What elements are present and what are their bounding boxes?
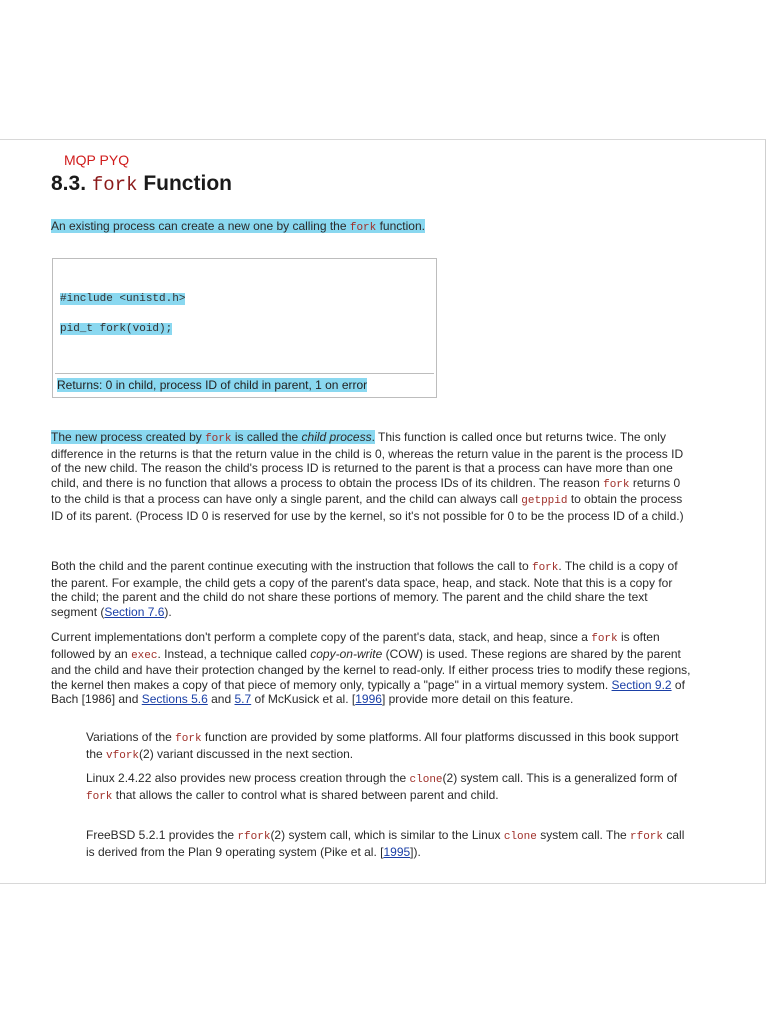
text: This function is called once but returns twice. The only difference in the returns is that the return value in the child is 0, whereas the return value in the parent is the process ID of the new child. The reason the child's process ID is returned to the parent is that a process can have more than one child, and there is no function that allows a process to obtain the process IDs of its children. The reason	[51, 430, 684, 490]
text: . Instead, a technique called	[157, 646, 311, 661]
text: Variations of the	[86, 730, 176, 744]
text: (2) system call, which is similar to the Linux	[270, 828, 504, 842]
code-fork: fork	[175, 733, 202, 745]
code-fork: fork	[86, 790, 113, 803]
prototype-code-area	[55, 261, 434, 374]
function-prototype-box	[52, 258, 437, 398]
text: call is derived from the Plan 9 operating system (Pike et al. [	[86, 828, 685, 859]
text: .	[371, 430, 375, 444]
paragraph-child-copy	[51, 559, 691, 619]
section-number: 8.3.	[51, 172, 87, 195]
intro-code: fork	[349, 222, 377, 234]
note-freebsd-rfork	[86, 828, 691, 859]
code-rfork: rfork	[237, 831, 271, 843]
paragraph-child-process	[51, 430, 691, 524]
text: FreeBSD 5.2.1 provides the	[86, 828, 238, 842]
text: of Bach [1986] and	[51, 677, 685, 707]
code-fork: fork	[603, 478, 630, 491]
heading-word: Function	[143, 172, 232, 195]
link-section-5-7[interactable]: 5.7	[234, 692, 252, 707]
link-section-7-6[interactable]: Section 7.6	[104, 604, 165, 619]
intro-pre: An existing process can create a new one by calling the	[51, 219, 350, 233]
code-fork: fork	[591, 633, 618, 645]
text: Both the child and the parent continue executing with the instruction that follows the call to	[51, 559, 532, 573]
paragraph-copy-on-write	[51, 630, 691, 707]
text: function are provided by some platforms. All four platforms discussed in this book support the	[86, 730, 679, 761]
intro-sentence	[51, 219, 425, 236]
text: is often followed by an	[51, 630, 660, 661]
intro-post: function.	[376, 219, 425, 233]
text: ] provide more detail on this feature.	[381, 692, 574, 707]
text: to obtain the process ID of its parent. (Process ID 0 is reserved for use by the kernel, so it's not possible for 0 to be the process ID of a child.)	[51, 492, 684, 523]
link-section-9-2[interactable]: Section 9.2	[611, 677, 672, 692]
code-clone: clone	[503, 831, 537, 843]
text: Current implementations don't perform a complete copy of the parent's data, stack, and heap, since a	[51, 630, 592, 644]
link-ref-1995[interactable]: 1995	[383, 844, 411, 859]
link-ref-1996[interactable]: 1996	[355, 692, 382, 707]
code-rfork: rfork	[630, 831, 664, 843]
header-tag: MQP PYQ	[64, 152, 130, 168]
text: ).	[164, 604, 172, 619]
link-sections-5-6[interactable]: Sections 5.6	[141, 692, 208, 707]
intro-highlight	[51, 219, 425, 233]
text: ]).	[410, 844, 421, 859]
code-fork: fork	[205, 433, 232, 445]
text: Linux 2.4.22 also provides new process creation through the	[86, 771, 410, 785]
term-copy-on-write: copy-on-write	[310, 646, 383, 661]
heading-code: fork	[91, 174, 138, 196]
section-heading	[51, 172, 232, 196]
text: is called the	[231, 430, 302, 444]
text: system call. The	[536, 828, 630, 842]
code-exec: exec	[131, 649, 158, 662]
code-fork: fork	[531, 562, 559, 574]
text: The new process created by	[51, 430, 206, 444]
code-clone: clone	[409, 774, 443, 786]
text: and	[207, 692, 235, 707]
child-process-highlight	[51, 430, 375, 444]
text: that allows the caller to control what is shared between parent and child.	[112, 787, 499, 802]
text: (2) variant discussed in the next section.	[139, 746, 354, 761]
note-linux-clone	[86, 771, 691, 804]
term-child-process: child process	[301, 430, 372, 444]
code-vfork: vfork	[106, 749, 140, 762]
note-variations	[86, 730, 691, 763]
text: (COW) is used. These regions are shared by the parent and the child and have their protection changed by the kernel to read-only. If either process tries to modify these regions, the kernel then makes a copy of that piece of memory only, typically a "page" in a virtual memory system.	[51, 646, 691, 692]
text: . The child is a copy of the parent. For example, the child gets a copy of the parent's data space, heap, and stack. Note that this is a copy for the child; the parent and the child do not share these portions of memory. The parent and the child share the text segment (	[51, 559, 678, 619]
text: (2) system call. This is a generalized form of	[442, 771, 678, 785]
prototype-line: pid_t fork(void);	[60, 323, 173, 335]
text: returns 0 to the child is that a process can have only a single parent, and the child can always call	[51, 475, 681, 507]
code-getppid: getppid	[521, 495, 568, 508]
returns-line: Returns: 0 in child, process ID of child in parent, 1 on error	[57, 378, 368, 392]
include-line: #include <unistd.h>	[60, 293, 186, 305]
text: of McKusick et al. [	[251, 692, 356, 707]
